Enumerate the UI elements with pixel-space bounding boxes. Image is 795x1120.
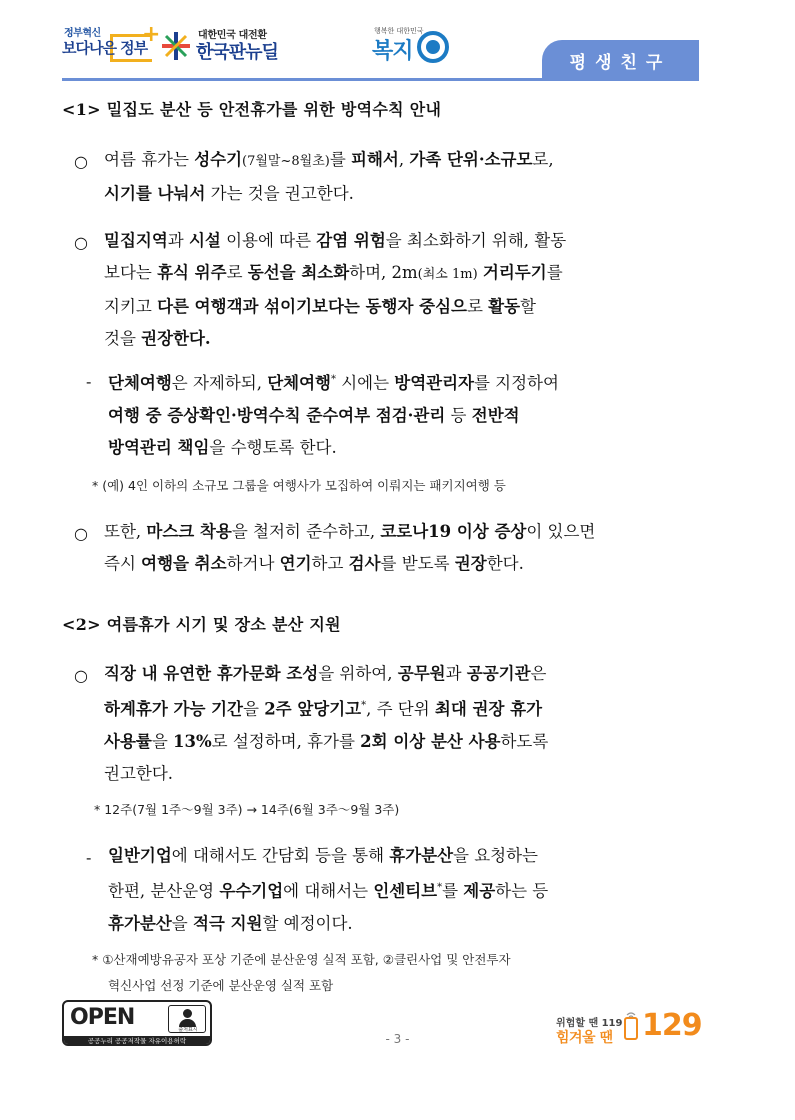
text-line: 지키고 다른 여행객과 섞이기보다는 동행자 중심으로 활동할 [104,297,536,316]
section-2-title: <2> 여름휴가 시기 및 장소 분산 지원 [62,615,341,634]
text-line: 휴가분산을 적극 지원할 예정이다. [108,913,353,933]
section-1-title: <1> 밀집도 분산 등 안전휴가를 위한 방역수칙 안내 [62,100,442,119]
s1-dash-item-1 [108,364,702,464]
open-license-strip: 공공누리 공공저작물 자유이용허락 [64,1036,210,1046]
text-line: 밀집지역과 시설 이용에 따른 감염 위험을 최소화하기 위해, 활동 [104,231,567,250]
text-line: 일반기업에 대해서도 간담회 등을 통해 휴가분산을 요청하는 [108,846,538,865]
bullet-marker: ○ [74,233,88,252]
page-header [0,0,795,90]
logo-new-deal-small-text: 대한민국 대전환 [198,30,267,41]
s2-dash-item-1 [108,840,702,940]
page-number: - 3 - [385,1032,410,1046]
text-line: 하계휴가 가능 기간을 2주 앞당기고*, 주 단위 최대 권장 휴가 [104,699,543,719]
hotline-number: 129 [642,1008,702,1043]
text-line: 또한, 마스크 착용을 철저히 준수하고, 코로나19 이상 증상이 있으면 [104,522,596,541]
logo-gov-big-text: 보다나은 정부 [62,39,148,57]
header-divider [62,78,699,81]
korean-new-deal-logo [160,26,290,70]
logo-welfare-big-text: 복지 [372,39,413,64]
text-line: 직장 내 유연한 휴가문화 조성을 위하여, 공무원과 공공기관은 [104,664,547,683]
attribution-person-icon [168,1005,206,1033]
plus-icon: + [142,22,161,47]
dash-marker: - [86,848,92,867]
open-license-label: OPEN [70,1005,135,1030]
s1-paragraph-1 [104,144,702,210]
logo-welfare-small-text: 행복한 대한민국 [374,27,424,35]
text-line: 한편, 분산운영 우수기업에 대해서는 인센티브*를 제공하는 등 [108,881,549,901]
text-line: 시기를 나눠서 가는 것을 권고한다. [104,184,354,203]
new-deal-star-icon [160,30,192,62]
gov-innovation-logo [62,22,161,72]
text-line: 보다는 휴식 위주로 동선을 최소화하며, 2m(최소 1m) 거리두기를 [104,263,563,282]
text-line: 권고한다. [104,763,174,783]
text-line: 여행 중 증상확인·방역수칙 준수여부 점검·관리 등 전반적 [108,405,520,425]
bullet-marker: ○ [74,152,88,171]
text-line: 방역관리 책임을 수행토록 한다. [108,437,337,457]
bullet-marker: ○ [74,666,88,685]
s1-paragraph-3 [104,516,702,580]
dash-marker: - [86,372,92,391]
footnote-continued: 혁신사업 선정 기준에 분산운영 실적 포함 [108,978,334,993]
s1-paragraph-2 [104,225,702,355]
footnote: * (예) 4인 이하의 소규모 그룹을 여행사가 모집하여 이뤄지는 패키지여행 등 [92,478,506,493]
hotline-129-logo [556,1000,702,1048]
phone-icon [624,1012,638,1040]
welfare-ministry-logo [368,24,458,70]
attribution-label: 출처표시 [178,1027,198,1033]
section-tab [542,40,699,78]
person-head-shape [183,1009,192,1018]
text-line: 즉시 여행을 취소하거나 연기하고 검사를 받도록 권장한다. [104,554,524,573]
s2-paragraph-1 [104,658,702,790]
welfare-swoosh-icon [416,30,450,64]
bullet-marker: ○ [74,524,88,543]
logo-gov-small-text: 정부혁신 [64,28,101,39]
text-line: 여름 휴가는 성수기(7월말~8월초)를 피해서, 가족 단위·소규모로, [104,150,554,169]
hotline-small-text: 위험할 땐 119 [556,1018,623,1029]
hotline-big-text: 힘겨울 땐 [556,1030,613,1046]
footnote: * ①산재예방유공자 포상 기준에 분산운영 실적 포함, ②클린사업 및 안전투자 [92,952,511,967]
footnote: * 12주(7월 1주～9월 3주) → 14주(6월 3주～9월 3주) [94,802,400,817]
text-line: 단체여행은 자제하되, 단체여행* 시에는 방역관리자를 지정하여 [108,373,559,393]
logo-new-deal-big-text: 한국판뉴딜 [196,42,278,63]
text-line: 것을 권장한다. [104,329,211,348]
text-line: 사용률을 13%로 설정하며, 휴가를 2회 이상 분산 사용하도록 [104,731,549,751]
section-tab-label: 평생친구 [569,53,672,73]
